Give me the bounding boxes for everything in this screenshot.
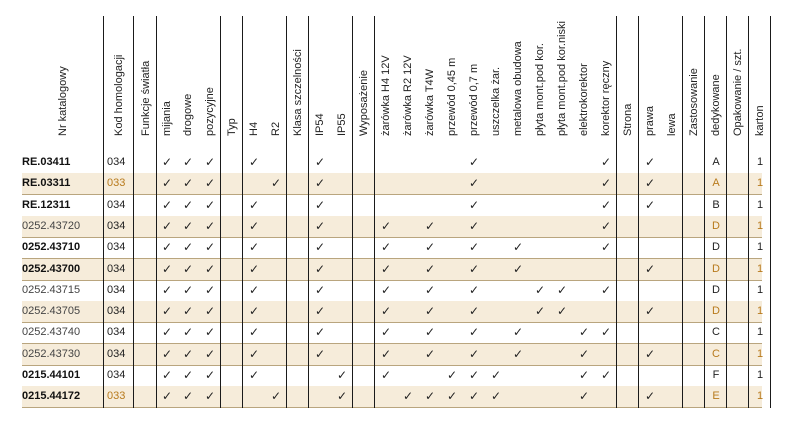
check-mark-icon: ✓ bbox=[161, 389, 173, 403]
column-header-label: uszczelka żar. bbox=[490, 66, 502, 136]
check-mark-icon: ✓ bbox=[204, 176, 216, 190]
check-mark-icon: ✓ bbox=[468, 176, 480, 190]
check-mark-icon: ✓ bbox=[161, 304, 173, 318]
column-header bbox=[353, 16, 375, 150]
column-header-label: Typ bbox=[226, 118, 238, 136]
column-header bbox=[639, 16, 661, 150]
carton-quantity: 1 bbox=[756, 348, 764, 360]
column-divider bbox=[308, 16, 309, 408]
check-mark-icon: ✓ bbox=[314, 325, 326, 339]
column-header bbox=[617, 16, 639, 150]
check-mark-icon: ✓ bbox=[600, 368, 612, 382]
catalog-number: 0252.43715 bbox=[22, 284, 81, 296]
check-mark-icon: ✓ bbox=[468, 219, 480, 233]
column-header bbox=[134, 16, 157, 150]
column-header bbox=[309, 16, 331, 150]
dedicated-value: F bbox=[712, 369, 720, 381]
check-mark-icon: ✓ bbox=[600, 240, 612, 254]
check-mark-icon: ✓ bbox=[512, 262, 524, 276]
check-mark-icon: ✓ bbox=[182, 176, 194, 190]
check-mark-icon: ✓ bbox=[204, 347, 216, 361]
check-mark-icon: ✓ bbox=[161, 347, 173, 361]
column-header bbox=[727, 16, 749, 150]
check-mark-icon: ✓ bbox=[578, 389, 590, 403]
check-mark-icon: ✓ bbox=[182, 304, 194, 318]
check-mark-icon: ✓ bbox=[644, 155, 656, 169]
catalog-number: RE.03411 bbox=[22, 156, 71, 168]
carton-quantity: 1 bbox=[756, 390, 764, 402]
catalog-number: 0252.43720 bbox=[22, 220, 81, 232]
carton-quantity: 1 bbox=[756, 156, 764, 168]
column-header bbox=[441, 16, 463, 150]
column-header-label: żarówka T4W bbox=[424, 68, 436, 136]
check-mark-icon: ✓ bbox=[468, 304, 480, 318]
check-mark-icon: ✓ bbox=[314, 283, 326, 297]
check-mark-icon: ✓ bbox=[644, 176, 656, 190]
check-mark-icon: ✓ bbox=[314, 240, 326, 254]
check-mark-icon: ✓ bbox=[424, 347, 436, 361]
dedicated-value: E bbox=[712, 390, 720, 402]
column-header bbox=[573, 16, 595, 150]
carton-quantity: 1 bbox=[756, 284, 764, 296]
column-header-label: elektrokorektor bbox=[578, 63, 590, 136]
carton-quantity: 1 bbox=[756, 305, 764, 317]
check-mark-icon: ✓ bbox=[644, 389, 656, 403]
check-mark-icon: ✓ bbox=[556, 283, 568, 297]
carton-quantity: 1 bbox=[756, 177, 764, 189]
column-header bbox=[485, 16, 507, 150]
column-header-label: karton bbox=[754, 105, 766, 136]
check-mark-icon: ✓ bbox=[182, 240, 194, 254]
check-mark-icon: ✓ bbox=[380, 219, 392, 233]
check-mark-icon: ✓ bbox=[380, 262, 392, 276]
check-mark-icon: ✓ bbox=[512, 325, 524, 339]
column-header bbox=[22, 16, 104, 150]
dedicated-value: D bbox=[712, 284, 720, 296]
column-header-label: Zastosowanie bbox=[688, 68, 700, 136]
dedicated-value: D bbox=[712, 305, 720, 317]
column-divider bbox=[220, 16, 221, 408]
catalog-number: 0252.43730 bbox=[22, 348, 81, 360]
check-mark-icon: ✓ bbox=[402, 389, 414, 403]
check-mark-icon: ✓ bbox=[556, 304, 568, 318]
check-mark-icon: ✓ bbox=[204, 219, 216, 233]
check-mark-icon: ✓ bbox=[446, 389, 458, 403]
check-mark-icon: ✓ bbox=[204, 389, 216, 403]
column-divider bbox=[374, 16, 375, 408]
column-header bbox=[529, 16, 551, 150]
column-header bbox=[177, 16, 199, 150]
check-mark-icon: ✓ bbox=[182, 262, 194, 276]
column-divider bbox=[682, 16, 683, 408]
dedicated-value: B bbox=[712, 199, 720, 211]
column-header bbox=[243, 16, 265, 150]
catalog-number: 0252.43705 bbox=[22, 305, 81, 317]
check-mark-icon: ✓ bbox=[380, 240, 392, 254]
check-mark-icon: ✓ bbox=[182, 368, 194, 382]
column-header bbox=[705, 16, 727, 150]
check-mark-icon: ✓ bbox=[578, 368, 590, 382]
check-mark-icon: ✓ bbox=[248, 283, 260, 297]
check-mark-icon: ✓ bbox=[468, 389, 480, 403]
catalog-number: 0215.44101 bbox=[22, 369, 81, 381]
check-mark-icon: ✓ bbox=[380, 347, 392, 361]
check-mark-icon: ✓ bbox=[336, 389, 348, 403]
column-divider bbox=[286, 16, 287, 408]
check-mark-icon: ✓ bbox=[424, 219, 436, 233]
check-mark-icon: ✓ bbox=[248, 219, 260, 233]
check-mark-icon: ✓ bbox=[314, 155, 326, 169]
check-mark-icon: ✓ bbox=[248, 347, 260, 361]
column-header bbox=[265, 16, 287, 150]
check-mark-icon: ✓ bbox=[182, 325, 194, 339]
check-mark-icon: ✓ bbox=[248, 262, 260, 276]
homologation-code: 033 bbox=[107, 177, 126, 189]
check-mark-icon: ✓ bbox=[248, 368, 260, 382]
column-header-label: żarówka H4 12V bbox=[380, 55, 392, 136]
column-header-label: Nr katalogowy bbox=[57, 66, 69, 136]
check-mark-icon: ✓ bbox=[314, 176, 326, 190]
check-mark-icon: ✓ bbox=[161, 219, 173, 233]
column-header bbox=[397, 16, 419, 150]
check-mark-icon: ✓ bbox=[314, 198, 326, 212]
check-mark-icon: ✓ bbox=[161, 198, 173, 212]
check-mark-icon: ✓ bbox=[578, 325, 590, 339]
column-header-label: Wyposażenie bbox=[358, 70, 370, 136]
check-mark-icon: ✓ bbox=[600, 325, 612, 339]
carton-quantity: 1 bbox=[756, 263, 764, 275]
check-mark-icon: ✓ bbox=[182, 198, 194, 212]
carton-quantity: 1 bbox=[756, 369, 764, 381]
column-header-label: dedykowane bbox=[710, 74, 722, 136]
column-divider bbox=[133, 16, 134, 408]
column-divider bbox=[352, 16, 353, 408]
check-mark-icon: ✓ bbox=[424, 304, 436, 318]
dedicated-value: A bbox=[712, 156, 720, 168]
check-mark-icon: ✓ bbox=[248, 198, 260, 212]
column-header bbox=[749, 16, 771, 150]
check-mark-icon: ✓ bbox=[182, 389, 194, 403]
dedicated-value: D bbox=[712, 220, 720, 232]
column-header bbox=[463, 16, 485, 150]
dedicated-value: A bbox=[712, 177, 720, 189]
check-mark-icon: ✓ bbox=[182, 283, 194, 297]
catalog-number: RE.03311 bbox=[22, 177, 71, 189]
column-header-label: R2 bbox=[270, 121, 282, 136]
column-header-label: płyta mont.pod kor. bbox=[534, 43, 546, 136]
check-mark-icon: ✓ bbox=[600, 219, 612, 233]
column-header-label: przewód 0,45 m bbox=[446, 57, 458, 136]
check-mark-icon: ✓ bbox=[270, 389, 282, 403]
column-header-label: lewa bbox=[666, 113, 678, 136]
check-mark-icon: ✓ bbox=[468, 325, 480, 339]
column-header bbox=[595, 16, 617, 150]
column-header-label: metalowa obudowa bbox=[512, 41, 524, 136]
check-mark-icon: ✓ bbox=[161, 155, 173, 169]
check-mark-icon: ✓ bbox=[600, 198, 612, 212]
homologation-code: 034 bbox=[107, 369, 126, 381]
homologation-code: 034 bbox=[107, 156, 126, 168]
check-mark-icon: ✓ bbox=[314, 219, 326, 233]
column-header-label: Opakowanie / szt. bbox=[732, 48, 744, 136]
check-mark-icon: ✓ bbox=[161, 176, 173, 190]
check-mark-icon: ✓ bbox=[644, 262, 656, 276]
check-mark-icon: ✓ bbox=[600, 155, 612, 169]
check-mark-icon: ✓ bbox=[336, 368, 348, 382]
homologation-code: 034 bbox=[107, 326, 126, 338]
column-header bbox=[419, 16, 441, 150]
catalog-number: RE.12311 bbox=[22, 199, 71, 211]
carton-quantity: 1 bbox=[756, 220, 764, 232]
homologation-code: 034 bbox=[107, 284, 126, 296]
check-mark-icon: ✓ bbox=[468, 262, 480, 276]
carton-quantity: 1 bbox=[756, 326, 764, 338]
check-mark-icon: ✓ bbox=[380, 304, 392, 318]
column-header-label: IP54 bbox=[314, 113, 326, 136]
check-mark-icon: ✓ bbox=[161, 368, 173, 382]
column-header-label: Strona bbox=[622, 103, 634, 136]
column-header bbox=[551, 16, 573, 150]
column-header-label: korektor ręczny bbox=[600, 60, 612, 136]
check-mark-icon: ✓ bbox=[644, 347, 656, 361]
homologation-code: 034 bbox=[107, 263, 126, 275]
check-mark-icon: ✓ bbox=[161, 283, 173, 297]
check-mark-icon: ✓ bbox=[314, 347, 326, 361]
check-mark-icon: ✓ bbox=[424, 262, 436, 276]
column-divider bbox=[770, 16, 771, 408]
check-mark-icon: ✓ bbox=[490, 389, 502, 403]
dedicated-value: D bbox=[712, 241, 720, 253]
dedicated-value: C bbox=[712, 326, 720, 338]
check-mark-icon: ✓ bbox=[182, 155, 194, 169]
check-mark-icon: ✓ bbox=[182, 219, 194, 233]
dedicated-value: D bbox=[712, 263, 720, 275]
check-mark-icon: ✓ bbox=[248, 240, 260, 254]
check-mark-icon: ✓ bbox=[204, 262, 216, 276]
check-mark-icon: ✓ bbox=[534, 304, 546, 318]
check-mark-icon: ✓ bbox=[270, 176, 282, 190]
check-mark-icon: ✓ bbox=[161, 240, 173, 254]
homologation-code: 033 bbox=[107, 390, 126, 402]
check-mark-icon: ✓ bbox=[161, 325, 173, 339]
check-mark-icon: ✓ bbox=[600, 283, 612, 297]
column-header bbox=[221, 16, 243, 150]
check-mark-icon: ✓ bbox=[204, 325, 216, 339]
column-header-label: prawa bbox=[644, 106, 656, 136]
check-mark-icon: ✓ bbox=[204, 240, 216, 254]
dedicated-value: C bbox=[712, 348, 720, 360]
check-mark-icon: ✓ bbox=[424, 240, 436, 254]
column-header-label: H4 bbox=[248, 121, 260, 136]
check-mark-icon: ✓ bbox=[512, 347, 524, 361]
homologation-code: 034 bbox=[107, 199, 126, 211]
check-mark-icon: ✓ bbox=[490, 368, 502, 382]
check-mark-icon: ✓ bbox=[424, 389, 436, 403]
check-mark-icon: ✓ bbox=[468, 155, 480, 169]
check-mark-icon: ✓ bbox=[248, 155, 260, 169]
column-divider bbox=[704, 16, 705, 408]
homologation-code: 034 bbox=[107, 220, 126, 232]
check-mark-icon: ✓ bbox=[644, 304, 656, 318]
column-divider bbox=[616, 16, 617, 408]
check-mark-icon: ✓ bbox=[424, 325, 436, 339]
column-header bbox=[157, 16, 177, 150]
column-divider bbox=[242, 16, 243, 408]
catalog-number: 0252.43700 bbox=[22, 263, 81, 275]
column-header bbox=[375, 16, 397, 150]
check-mark-icon: ✓ bbox=[424, 283, 436, 297]
check-mark-icon: ✓ bbox=[314, 262, 326, 276]
column-header-label: Klasa szczelności bbox=[292, 49, 304, 136]
column-divider bbox=[726, 16, 727, 408]
check-mark-icon: ✓ bbox=[314, 304, 326, 318]
column-header-label: Funkcje światła bbox=[139, 60, 152, 136]
check-mark-icon: ✓ bbox=[578, 347, 590, 361]
homologation-code: 034 bbox=[107, 348, 126, 360]
check-mark-icon: ✓ bbox=[204, 283, 216, 297]
check-mark-icon: ✓ bbox=[468, 347, 480, 361]
column-divider bbox=[156, 16, 157, 408]
column-header-label: pozycyjne bbox=[204, 87, 216, 136]
check-mark-icon: ✓ bbox=[248, 304, 260, 318]
homologation-code: 034 bbox=[107, 241, 126, 253]
column-header bbox=[331, 16, 353, 150]
catalog-number: 0252.43740 bbox=[22, 326, 81, 338]
check-mark-icon: ✓ bbox=[468, 283, 480, 297]
column-header-label: przewód 0,7 m bbox=[468, 63, 480, 136]
check-mark-icon: ✓ bbox=[468, 198, 480, 212]
check-mark-icon: ✓ bbox=[161, 262, 173, 276]
column-header bbox=[287, 16, 309, 150]
check-mark-icon: ✓ bbox=[600, 176, 612, 190]
column-header bbox=[507, 16, 529, 150]
column-header-label: IP55 bbox=[336, 113, 348, 136]
column-header bbox=[661, 16, 683, 150]
column-header bbox=[104, 16, 134, 150]
check-mark-icon: ✓ bbox=[204, 304, 216, 318]
check-mark-icon: ✓ bbox=[534, 283, 546, 297]
check-mark-icon: ✓ bbox=[512, 240, 524, 254]
column-header-label: żarówka R2 12V bbox=[402, 55, 414, 136]
column-divider bbox=[103, 16, 104, 408]
column-header-label: Kod homologacji bbox=[113, 54, 125, 136]
check-mark-icon: ✓ bbox=[468, 240, 480, 254]
homologation-code: 034 bbox=[107, 305, 126, 317]
check-mark-icon: ✓ bbox=[182, 347, 194, 361]
column-divider bbox=[748, 16, 749, 408]
carton-quantity: 1 bbox=[756, 241, 764, 253]
check-mark-icon: ✓ bbox=[380, 325, 392, 339]
check-mark-icon: ✓ bbox=[446, 368, 458, 382]
column-header-label: płyta mont.pod kor.niski bbox=[556, 21, 568, 136]
check-mark-icon: ✓ bbox=[380, 368, 392, 382]
check-mark-icon: ✓ bbox=[468, 368, 480, 382]
column-header bbox=[199, 16, 221, 150]
catalog-number: 0215.44172 bbox=[22, 390, 81, 402]
catalog-number: 0252.43710 bbox=[22, 241, 81, 253]
carton-quantity: 1 bbox=[756, 199, 764, 211]
column-header bbox=[683, 16, 705, 150]
check-mark-icon: ✓ bbox=[644, 198, 656, 212]
check-mark-icon: ✓ bbox=[204, 155, 216, 169]
check-mark-icon: ✓ bbox=[204, 368, 216, 382]
column-header-label: drogowe bbox=[182, 93, 194, 136]
check-mark-icon: ✓ bbox=[380, 283, 392, 297]
check-mark-icon: ✓ bbox=[248, 325, 260, 339]
check-mark-icon: ✓ bbox=[204, 198, 216, 212]
column-header-label: mijania bbox=[161, 101, 173, 136]
column-divider bbox=[638, 16, 639, 408]
